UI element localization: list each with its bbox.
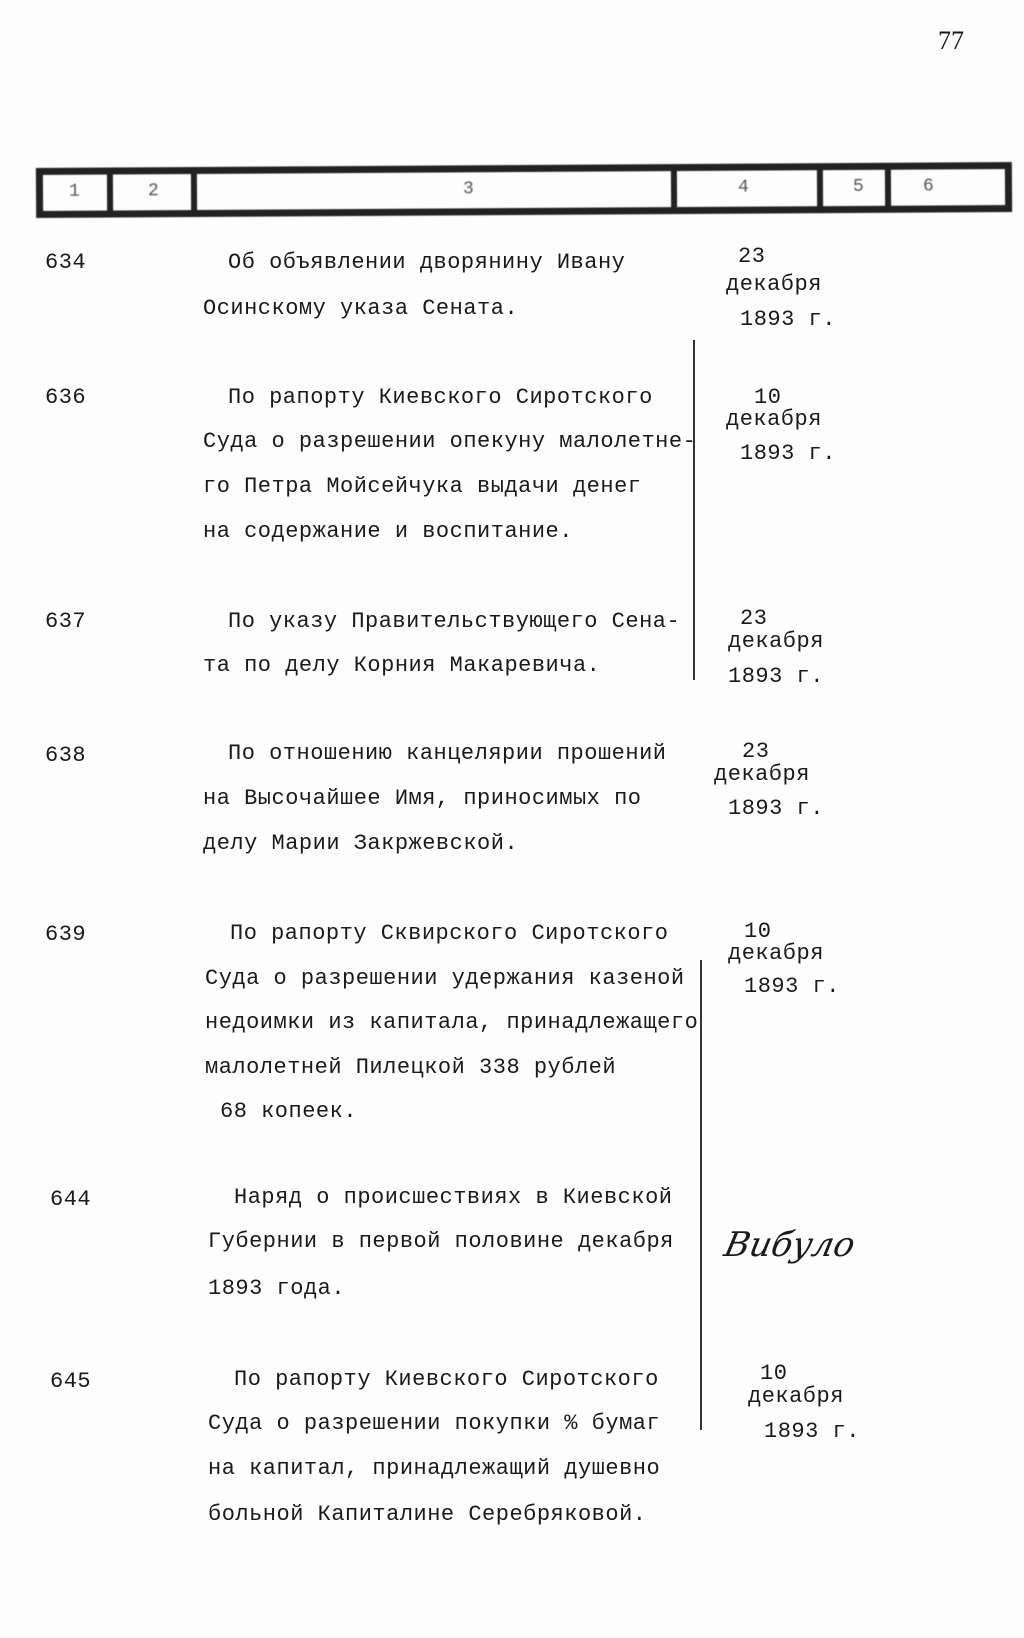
entry-text-line: По рапорту Сквирского Сиротского [230, 921, 669, 946]
entry-text-line: По указу Правительствующего Сена- [228, 609, 681, 634]
entry-text-line: малолетней Пилецкой 338 рублей [205, 1055, 617, 1080]
column-divider [191, 170, 197, 214]
entry-text-line: 68 копеек. [220, 1099, 358, 1124]
column-number: 6 [922, 176, 934, 197]
entry-text-line: на Высочайшее Имя, приносимых по [203, 786, 642, 811]
entry-text-line: Осинскому указа Сената. [203, 296, 519, 321]
entry-text-line: недоимки из капитала, принадлежащего [205, 1010, 699, 1035]
entry-date-month: декабря [748, 1384, 844, 1409]
entry-date-month: декабря [714, 762, 810, 787]
entry-text-line: Наряд о происшествиях в Киевской [234, 1185, 673, 1210]
entry-date-month: декабря [728, 941, 824, 966]
entry-date-year: 1893 г. [728, 796, 824, 821]
entry-text-line: Суда о разрешении опекуну малолетне- [203, 429, 697, 454]
column-number: 3 [462, 179, 474, 200]
entry-number: 645 [50, 1369, 92, 1394]
page-number: 77 [938, 26, 964, 55]
entry-text-line: на капитал, принадлежащий душевно [208, 1456, 661, 1481]
column-divider [885, 166, 891, 210]
entry-date-year: 1893 г. [740, 441, 836, 466]
entry-text-line: 1893 года. [208, 1276, 346, 1301]
column-header-bar [36, 162, 1012, 218]
handwritten-note: Вибуло [720, 1225, 859, 1265]
entry-date-day: 23 [742, 739, 770, 764]
entry-date-day: 10 [754, 385, 782, 410]
column-number: 2 [147, 181, 159, 202]
entry-date-day: 23 [738, 244, 766, 269]
entry-text-line: го Петра Мойсейчука выдачи денег [203, 474, 642, 499]
entry-text-line: По рапорту Киевского Сиротского [234, 1367, 659, 1392]
entry-date-year: 1893 г. [740, 307, 836, 332]
entry-date-day: 10 [744, 919, 772, 944]
column-number: 1 [68, 181, 80, 202]
entry-number: 644 [50, 1187, 92, 1212]
column-rule [693, 340, 695, 680]
entry-text-line: По отношению канцелярии прошений [228, 741, 667, 766]
entry-text-line: Губернии в первой половине декабря [208, 1229, 674, 1254]
entry-date-day: 10 [760, 1361, 788, 1386]
column-divider [817, 166, 823, 210]
entry-number: 636 [45, 385, 87, 410]
entry-number: 634 [45, 250, 87, 275]
entry-text-line: Об объявлении дворянину Ивану [228, 250, 626, 275]
entry-text-line: на содержание и воспитание. [203, 519, 573, 544]
entry-date-year: 1893 г. [764, 1419, 860, 1444]
entry-text-line: Суда о разрешении удержания казеной [205, 966, 685, 991]
entry-text-line: больной Капиталине Серебряковой. [208, 1502, 647, 1527]
entry-date-year: 1893 г. [744, 974, 840, 999]
entry-date-month: декабря [728, 629, 824, 654]
column-divider [671, 167, 677, 211]
entry-date-day: 23 [740, 606, 768, 631]
entry-number: 639 [45, 922, 87, 947]
entry-number: 637 [45, 609, 87, 634]
entry-date-year: 1893 г. [728, 664, 824, 689]
entry-text-line: делу Марии Закржевской. [203, 831, 519, 856]
entry-number: 638 [45, 743, 87, 768]
entry-date-month: декабря [726, 407, 822, 432]
column-number: 4 [737, 177, 749, 198]
column-rule [700, 960, 702, 1430]
column-divider [107, 171, 113, 215]
entry-text-line: По рапорту Киевского Сиротского [228, 385, 653, 410]
entry-text-line: та по делу Корния Макаревича. [203, 653, 601, 678]
column-number: 5 [852, 176, 864, 197]
entry-text-line: Суда о разрешении покупки % бумаг [208, 1411, 661, 1436]
entry-date-month: декабря [726, 272, 822, 297]
